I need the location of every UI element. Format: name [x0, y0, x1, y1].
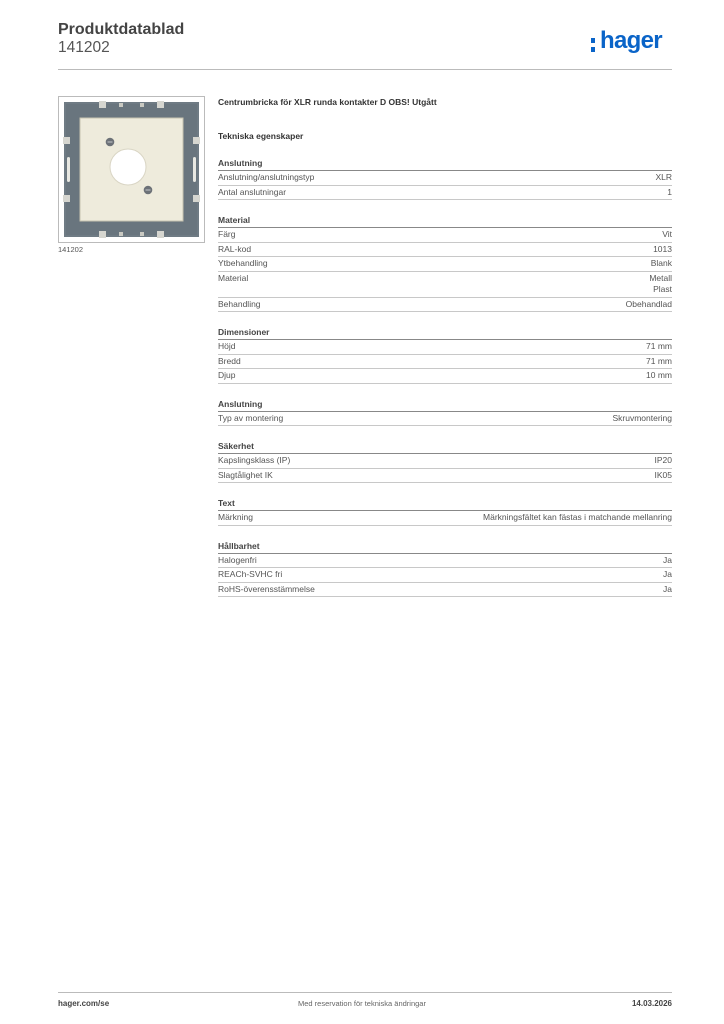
footer-divider — [58, 992, 672, 993]
spec-row — [218, 243, 672, 258]
spec-row — [218, 412, 672, 427]
spec-value — [655, 470, 673, 482]
specs-heading: Tekniska egenskaper — [218, 131, 304, 141]
spec-label: Slagtålighet IK — [218, 469, 273, 480]
spec-label: Kapslingsklass (IP) — [218, 455, 291, 465]
spec-sections — [218, 156, 672, 597]
spec-label: Märkning — [218, 512, 253, 522]
spec-label: REACh-SVHC fri — [218, 569, 283, 579]
spec-label: Antal anslutningar — [218, 186, 287, 197]
spec-value-line: Ja — [663, 569, 672, 579]
hager-logo — [591, 29, 675, 57]
footer-disclaimer: Med reservation för tekniska ändringar — [298, 999, 426, 1008]
spec-value — [655, 455, 673, 467]
spec-value-line: Metall — [649, 272, 672, 283]
section-title: Säkerhet — [218, 439, 672, 454]
spec-row — [218, 511, 672, 526]
spec-value-line: Märkningsfältet kan fästas i matchande mellanring — [483, 512, 672, 522]
spec-value-line: Skruvmontering — [612, 412, 672, 423]
spec-value — [663, 569, 672, 581]
spec-value — [655, 172, 672, 184]
spec-value-line: Ja — [663, 583, 672, 594]
centre-plate-illustration — [59, 97, 204, 242]
spec-value-line: 1013 — [653, 243, 672, 254]
spec-value — [662, 229, 672, 241]
spec-row — [218, 568, 672, 583]
footer-date: 14.03.2026 — [631, 999, 672, 1008]
spec-value-line: Obehandlad — [625, 298, 672, 309]
spec-value — [651, 258, 672, 270]
section-title: Hållbarhet — [218, 539, 672, 554]
spec-row — [218, 340, 672, 355]
header-divider — [58, 69, 672, 70]
spec-label: Typ av montering — [218, 412, 284, 423]
product-specifications — [218, 95, 672, 597]
spec-value — [612, 413, 672, 425]
product-image — [58, 96, 205, 243]
spec-row — [218, 186, 672, 201]
spec-value-line: 1 — [667, 186, 672, 197]
spec-value — [667, 187, 672, 199]
spec-label: Djup — [218, 370, 236, 380]
logo-dot-upper — [591, 38, 595, 43]
spec-value — [653, 244, 672, 256]
spec-value — [663, 555, 672, 567]
spec-value — [649, 273, 672, 296]
spec-label: Anslutning/anslutningstyp — [218, 172, 315, 182]
spec-value — [663, 584, 672, 596]
logo-dot-lower — [591, 47, 595, 52]
section-title: Material — [218, 213, 672, 228]
image-caption: 141202 — [58, 245, 84, 254]
spec-label: Material — [218, 272, 249, 283]
section-title: Anslutning — [218, 156, 672, 171]
page-title: Produktdatablad — [58, 21, 185, 38]
spec-row — [218, 171, 672, 186]
spec-value-line: 10 mm — [646, 370, 672, 380]
spec-row — [218, 298, 672, 313]
spec-row — [218, 355, 672, 370]
footer-website: hager.com/se — [58, 999, 110, 1008]
spec-row — [218, 228, 672, 243]
spec-label: Bredd — [218, 355, 241, 366]
spec-label: Färg — [218, 229, 236, 239]
spec-value — [483, 512, 672, 524]
spec-value — [646, 356, 672, 368]
spec-label: Ytbehandling — [218, 258, 268, 268]
spec-value — [646, 341, 672, 353]
spec-row — [218, 583, 672, 598]
spec-value — [626, 299, 672, 311]
spec-value — [646, 370, 672, 382]
spec-label: RoHS-överensstämmelse — [218, 583, 315, 594]
spec-value-line: 71 mm — [646, 355, 672, 366]
logo-text: hager — [600, 27, 662, 54]
section-title: Anslutning — [218, 397, 672, 412]
spec-row — [218, 554, 672, 569]
spec-value-line: IP20 — [654, 455, 672, 465]
spec-row — [218, 469, 672, 484]
spec-row — [218, 369, 672, 384]
spec-row — [218, 454, 672, 469]
spec-value-line: 71 mm — [646, 341, 672, 351]
spec-value-line: Blank — [650, 258, 672, 268]
spec-value-line: Vit — [662, 229, 672, 239]
section-title: Dimensioner — [218, 325, 672, 340]
product-title: Centrumbricka för XLR runda kontakter D OBS! Utgått — [218, 97, 437, 107]
spec-label: Höjd — [218, 341, 236, 351]
spec-label: RAL-kod — [218, 243, 252, 254]
section-title: Text — [218, 496, 672, 511]
spec-label: Behandling — [218, 298, 261, 309]
spec-row — [218, 272, 672, 298]
product-code: 141202 — [58, 39, 110, 56]
spec-value-line: Plast — [653, 284, 672, 294]
spec-value-line: IK05 — [654, 469, 672, 480]
spec-row — [218, 257, 672, 272]
spec-value-line: XLR — [655, 172, 672, 182]
spec-value-line: Ja — [663, 554, 672, 565]
spec-label: Halogenfri — [218, 554, 257, 565]
